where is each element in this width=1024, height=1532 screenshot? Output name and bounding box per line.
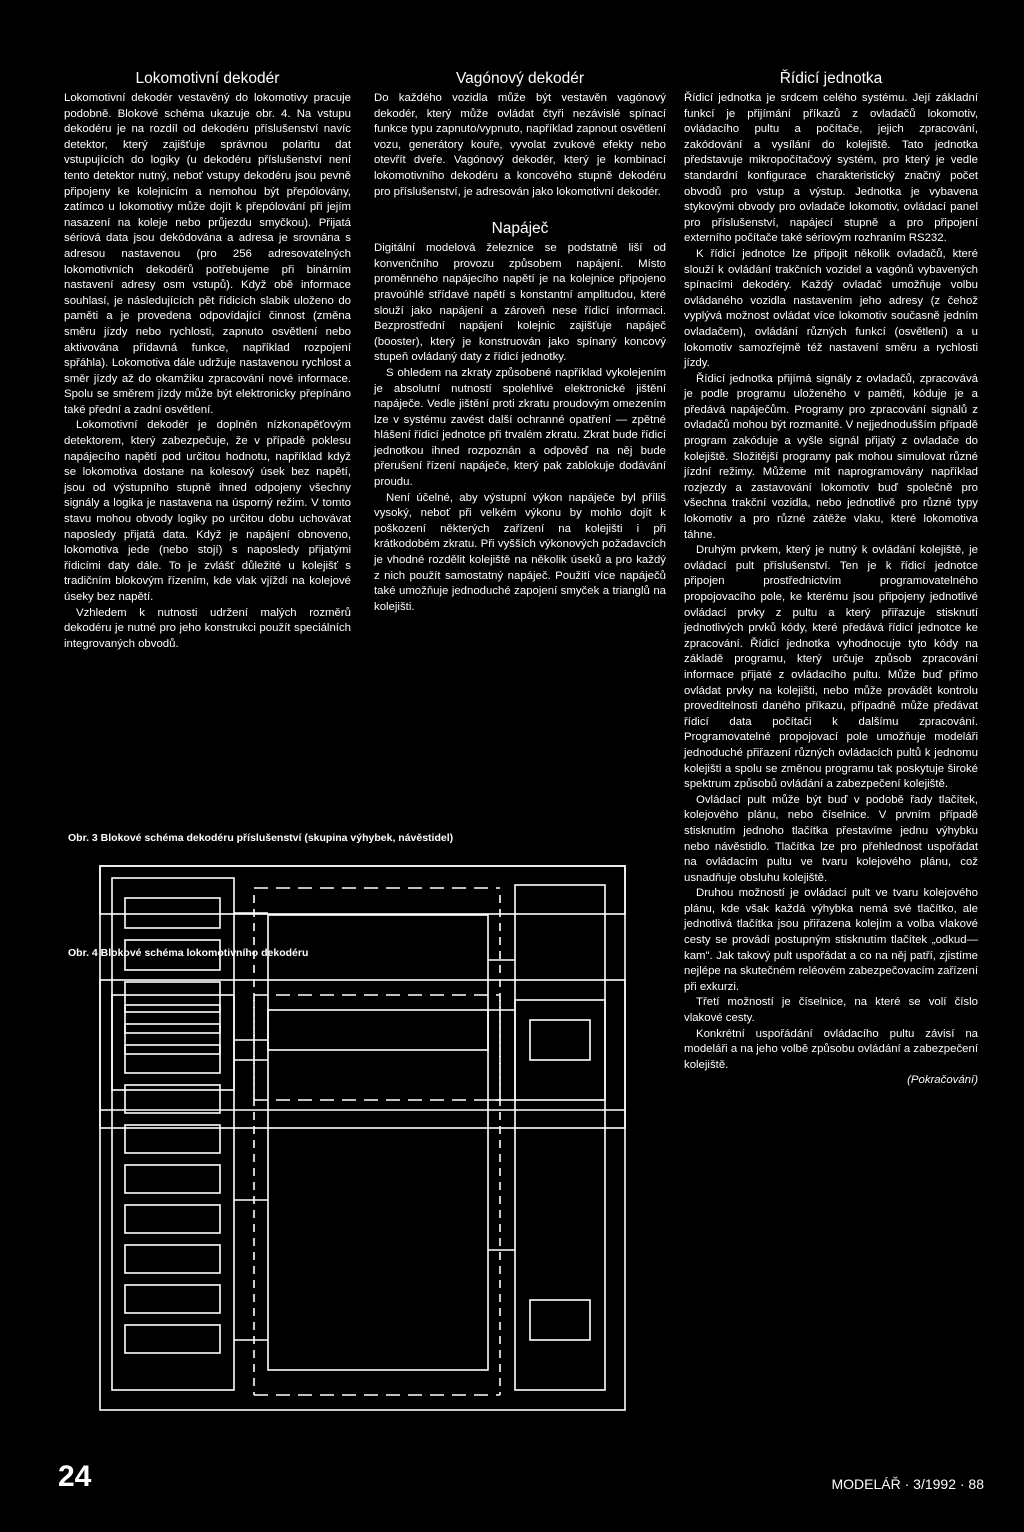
paragraph: Třetí možností je číselnice, na které se volí číslo vlakové cesty.: [684, 996, 978, 1025]
diagram-block: [125, 1285, 220, 1313]
diagram-block: [515, 1000, 605, 1390]
diagram-block: [530, 1300, 590, 1340]
paragraph: Lokomotivní dekodér vestavěný do lokomotivy pracuje podobně. Blokové schéma ukazuje obr. 4. Na vstupu dekodéru je na rozdíl od dekodéru příslušenství navíc detektor, který zajišťuje správnou polaritu dat vstupujících do logiky (u dekodéru příslušenství není tento detektor nutný, neboť vstupy dekodéru jsou pevně připojeny ke kolejnicím a nemohou být přepólovány, zatímco u lokomotivy může dojít k přepólování při jejím nasazení na koleje nebo průjezdu smyčkou). Přijatá sériová data jsou dekódována a adresa je srovnána s adresou nastavenou (pro 256 adresovatelných lokomotivních dekodérů potřebujeme při binárním nastavení adresy osm vstupů). Když obě informace souhlasí, je následujících pět řídicích slabik uloženo do paměti a je provedena odpovídající činnost (změna směru jízdy nebo rychlosti, zapnuto osvětlení nebo aktivována přídavná funkce, například rozpojení spřáhla). Lokomotiva dále udržuje nastavenou rychlost a směr jízdy až do okamžiku zpracování nové informace. Spolu se směrem jízdy může být elektronicky přepínáno také přední a zadní osvětlení.: [64, 92, 351, 416]
diagram-block: [515, 885, 605, 1100]
heading-booster: Napáječ: [491, 220, 549, 238]
figure-3-caption: Obr. 3 Blokové schéma dekodéru příslušenství (skupina výhybek, návěstidel): [68, 832, 454, 844]
diagram-frame: [100, 866, 625, 1128]
paragraph: Není účelné, aby výstupní výkon napáječe byl příliš vysoký, neboť při velkém výkonu by mohlo dojít k poškození některých zařízení na kolejišti i při krátkodobém zkratu. Při vyšších výkonových požadavcích je vhodné rozdělit kolejiště na několik úseků a pro každý z nich použít samostatný napáječ. Použití více napáječů také umožňuje jednoduché zapojení smyček a trianglů na kolejišti.: [374, 491, 666, 613]
paragraph: Ovládací pult může být buď v podobě řady tlačítek, kolejového plánu, nebo číselnice. V prvním případě stisknutím jednoho tlačítka přestavíme jednu výhybku nebo návěstidlo. Tlačítka lze pro přehlednost uspořádat na ovládacím pultu ve tvaru kolejového plánu, což usnadňuje obsluhu kolejiště.: [684, 793, 978, 884]
figure-4-diagram: [100, 980, 625, 1410]
diagram-block: [125, 1085, 220, 1113]
diagram-block: [125, 1045, 220, 1073]
diagram-block: [112, 878, 234, 1090]
page-number: 24: [58, 1460, 92, 1493]
diagram-block: [100, 866, 625, 914]
diagram-block: [530, 1020, 590, 1060]
diagram-block: [125, 1325, 220, 1353]
paragraph: S ohledem na zkraty způsobené například vykolejením je absolutní nutností spolehlivé elektronické jištění napáječe. Vedle jištění proti zkratu proudovým omezením lze v systému zavést další ochranné opatření — zpětné hlášení řídicí jednotce při trvalém zkratu. Zkrat bude řídicí jednotkou ihned rozpoznán a odpověď na něj bude přerušení řízení napáječe, který pak zablokuje dodávání proudu.: [374, 366, 666, 489]
figure-3-diagram: [100, 866, 625, 1128]
continued-note: (Pokračování): [907, 1074, 978, 1087]
heading-control-unit: Řídicí jednotka: [779, 70, 883, 87]
magazine-issue: MODELÁŘ · 3/1992 · 88: [831, 1476, 984, 1492]
paragraph: Do každého vozidla může být vestavěn vagónový dekodér, který může ovládat čtyři nezávislé spínací funkce typu zapnuto/vypnuto, například zapnout osvětlení vozu, generátory kouře, vyvolat zvukové efekty nebo otevřít dveře. Vagónový dekodér, který je kombinací lokomotivního dekodéru a koncového stupně dekodéru pro příslušenství, je adresován jako lokomotivní dekodér.: [374, 92, 666, 198]
paragraph: Řídicí jednotka přijímá signály z ovladačů, zpracovává je podle programu uloženého v paměti, kóduje je a předává napáječům. Programy pro zpracování signálů z ovladačů mohou být rozmanité. V nejjednodušším případě program zakóduje a vyšle signál přijatý z ovladače do kolejiště. Složitější programy pak mohou simulovat různé jízdní režimy. Můžeme mít naprogramovány například rozjezdy a zastavování lokomotiv buď společně pro všechna trakční vozidla, nebo jednotlivě pro různé typy lokomotiv a pro různé zátěže vlaku, které lokomotiva táhne.: [684, 372, 978, 541]
diagram-block: [125, 1205, 220, 1233]
figure-4-caption: Obr. 4 Blokové schéma lokomotivního dekodéru: [68, 947, 309, 959]
paragraph: Druhou možností je ovládací pult ve tvaru kolejového plánu, kde však každá výhybka nemá své tlačítko, ale jednotlivá tlačítka jsou přiřazena kolejím a volba vlakové cesty se provádí postupným stisknutím tlačítek „odkud—kam". Jak takový pult uspořádat a co na něj patří, zjistíme nejlépe na skutečném reléovém zabezpečovacím zařízení při exkurzi.: [684, 887, 978, 993]
paragraph: Vzhledem k nutnosti udržení malých rozměrů dekodéru je nutné pro jeho konstrukci použít speciálních integrovaných obvodů.: [64, 606, 351, 650]
diagram-block: [125, 982, 220, 1012]
diagram-block: [125, 898, 220, 928]
paragraph: Řídicí jednotka je srdcem celého systému. Její základní funkcí je přijímání příkazů z ovladačů lokomotiv, ovládacího pultu a počítače, jejich zpracování, zakódování a vysílání do kolejiště. Tato jednotka představuje mikropočítačový systém, pro který je vedle standardní konfigurace charakteristický značný počet obvodů pro vstup a výstup. Jednotka je vybavena stykovými obvody pro ovladače lokomotiv, ovládací panel pro příslušenství, napájecí stupně a pro připojení externího počítače také sériovým rozhraním RS232.: [684, 92, 978, 245]
diagram-block: [268, 915, 488, 1050]
paragraph: Konkrétní uspořádání ovládacího pultu závisí na modeláři a na jeho volbě způsobu ovládání a zabezpečení kolejiště.: [684, 1027, 978, 1071]
diagram-block: [125, 1245, 220, 1273]
diagram-block: [125, 940, 220, 970]
paragraph: Digitální modelová železnice se podstatně liší od konvenčního provozu způsobem napájení. Místo proměnného napájecího napětí je na kolejnice připojeno pravoúhlé střídavé napětí s konstantní amplitudou, které slouží jako napájení a zároveň nese řídicí informaci. Bezprostřední napájení kolejnic zajišťuje napáječ (booster), který je konstruován jako spínaný koncový stupeň ovládaný daty z řídicí jednotky.: [374, 242, 666, 364]
heading-wagon-decoder: Vagónový dekodér: [455, 70, 585, 87]
paragraph: K řídicí jednotce lze připojit několik ovladačů, které slouží k ovládání trakčních vozidel a vagónů vybavených spínacími dekodéry. Každý ovladač umožňuje volbu ovládaného vozidla nastavením jeho adresy (z čehož vyplývá možnost ovládat více lokomotiv současně jedním ovladačem), ovládání různých funkcí (osvětlení) a u lokomotiv samozřejmě též nastavení směru a rychlosti jízdy.: [684, 247, 978, 370]
diagram-block: [268, 1010, 488, 1370]
diagram-block: [125, 1125, 220, 1153]
heading-locomotive-decoder: Lokomotivní dekodér: [135, 70, 280, 87]
diagram-block: [125, 1024, 220, 1054]
paragraph: Druhým prvkem, který je nutný k ovládání kolejiště, je ovládací pult příslušenství. Ten je k řídicí jednotce připojen prostřednictvím programovatelného propojovacího pole, ke kterému jsou připojeny jednotlivé ovládací prvky z pultu a který přiřazuje stisknutí jednotlivých prvků kódy, které předává řídicí jednotce ke zpracování. Řídicí jednotka vyhodnocuje tyto kódy na základě programu, který určuje způsob zpracování informace přijaté z ovládacího pultu. Může buď přímo ovládat prvky na kolejišti, nebo může provádět kontrolu proveditelnosti daného příkazu, případně může předávat řídicí data počítači k dalšímu zpracování. Programovatelné propojovací pole umožňuje modeláři jednoduché přiřazení různých ovládacích pultů k jednomu kolejišti a spolu se změnou programu tak poskytuje široké spektrum způsobů ovládání a zabezpečení kolejiště.: [684, 544, 978, 791]
diagram-block: [125, 1165, 220, 1193]
paragraph: Lokomotivní dekodér je doplněn nízkonapěťovým detektorem, který zabezpečuje, že v případě poklesu napájecího napětí pod určitou hodnotu, například když se lokomotiva dostane na kolesový úsek bez napětí, jsou od výstupního stupně ihned odpojeny všechny signály a logika je nastavena na úsporný režim. V tomto stavu mohou obvody logiky po určitou dobu uchovávat naposledy přijatá data. Když je napájení obnoveno, lokomotiva jede (nebo stojí) s naposledy přijatými řídicími daty dále. To je zvlášť důležité u kolejišť s tradičním blokovým řízením, kde vlak vjíždí na kolejové úseky bez napětí.: [64, 419, 351, 603]
diagram-block: [125, 1005, 220, 1033]
